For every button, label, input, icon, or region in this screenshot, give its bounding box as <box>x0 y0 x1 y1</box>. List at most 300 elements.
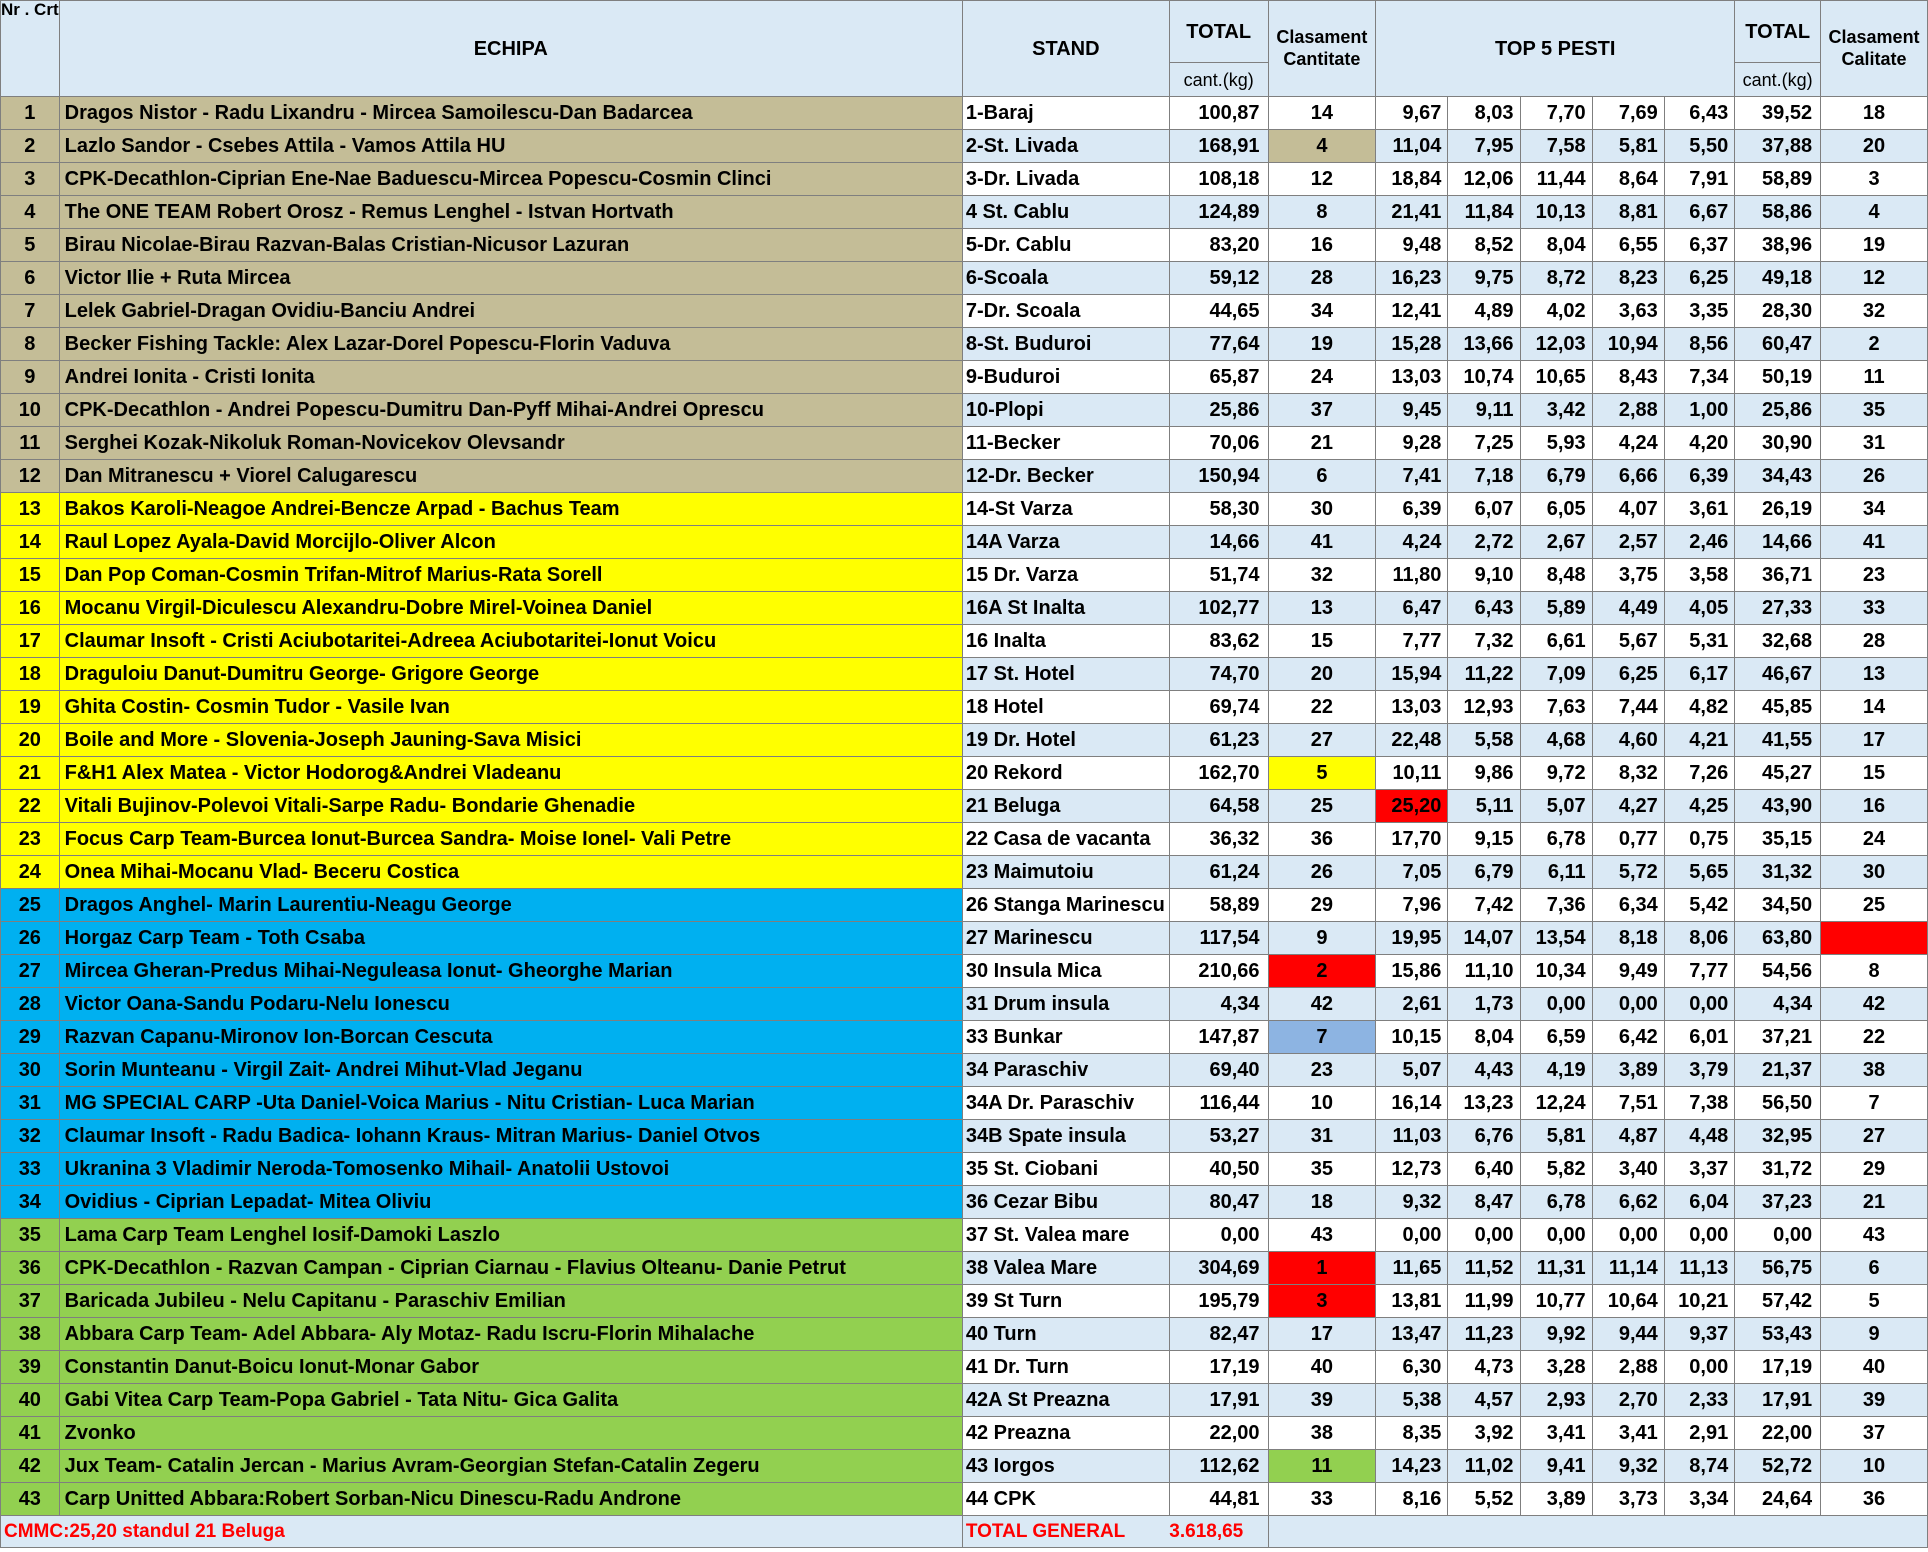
table-row <box>1 592 1928 625</box>
team-name: Dragos Anghel- Marin Laurentiu-Neagu George <box>59 889 962 922</box>
team-name: Carp Unitted Abbara:Robert Sorban-Nicu Dinescu-Radu Androne <box>59 1483 962 1516</box>
total-quantity: 51,74 <box>1169 559 1268 592</box>
fish-weight-1: 15,86 <box>1376 955 1448 988</box>
fish-weight-3: 6,78 <box>1520 1186 1592 1219</box>
rank-quality: 9 <box>1821 1318 1928 1351</box>
stand-name: 22 Casa de vacanta <box>962 823 1169 856</box>
row-number: 42 <box>1 1450 60 1483</box>
fish-weight-3: 9,92 <box>1520 1318 1592 1351</box>
fish-weight-2: 11,22 <box>1448 658 1520 691</box>
total-quantity: 150,94 <box>1169 460 1268 493</box>
team-name: Ukranina 3 Vladimir Neroda-Tomosenko Mihail- Anatolii Ustovoi <box>59 1153 962 1186</box>
row-number: 30 <box>1 1054 60 1087</box>
team-name: Victor Oana-Sandu Podaru-Nelu Ionescu <box>59 988 962 1021</box>
fish-weight-5: 5,42 <box>1664 889 1734 922</box>
total-quality: 56,75 <box>1735 1252 1821 1285</box>
rank-quality: 11 <box>1821 361 1928 394</box>
fish-weight-3: 6,59 <box>1520 1021 1592 1054</box>
total-quality: 31,32 <box>1735 856 1821 889</box>
stand-name: 9-Buduroi <box>962 361 1169 394</box>
rank-quantity: 35 <box>1268 1153 1376 1186</box>
table-row <box>1 361 1928 394</box>
rank-quantity: 20 <box>1268 658 1376 691</box>
fish-weight-3: 5,93 <box>1520 427 1592 460</box>
fish-weight-3: 8,72 <box>1520 262 1592 295</box>
total-quantity: 0,00 <box>1169 1219 1268 1252</box>
fish-weight-3: 7,36 <box>1520 889 1592 922</box>
fish-weight-5: 8,06 <box>1664 922 1734 955</box>
fish-weight-1: 11,04 <box>1376 130 1448 163</box>
total-quality: 46,67 <box>1735 658 1821 691</box>
row-number: 19 <box>1 691 60 724</box>
total-quantity: 210,66 <box>1169 955 1268 988</box>
rank-quality: 43 <box>1821 1219 1928 1252</box>
total-quality: 39,52 <box>1735 97 1821 130</box>
fish-weight-4: 3,73 <box>1592 1483 1664 1516</box>
fish-weight-2: 11,84 <box>1448 196 1520 229</box>
rank-quality: 33 <box>1821 592 1928 625</box>
total-quantity: 74,70 <box>1169 658 1268 691</box>
rank-quality: 28 <box>1821 625 1928 658</box>
team-name: F&H1 Alex Matea - Victor Hodorog&Andrei Vladeanu <box>59 757 962 790</box>
rank-quantity: 40 <box>1268 1351 1376 1384</box>
row-number: 22 <box>1 790 60 823</box>
fish-weight-3: 0,00 <box>1520 1219 1592 1252</box>
rank-quality: 37 <box>1821 1417 1928 1450</box>
rank-quality: 13 <box>1821 658 1928 691</box>
fish-weight-2: 2,72 <box>1448 526 1520 559</box>
fish-weight-1: 9,28 <box>1376 427 1448 460</box>
rank-quality: 39 <box>1821 1384 1928 1417</box>
fish-weight-1: 9,48 <box>1376 229 1448 262</box>
stand-name: 12-Dr. Becker <box>962 460 1169 493</box>
fish-weight-5: 4,05 <box>1664 592 1734 625</box>
total-quality: 37,88 <box>1735 130 1821 163</box>
total-quantity: 195,79 <box>1169 1285 1268 1318</box>
total-quality: 27,33 <box>1735 592 1821 625</box>
fish-weight-1: 10,15 <box>1376 1021 1448 1054</box>
fish-weight-5: 2,33 <box>1664 1384 1734 1417</box>
fish-weight-3: 4,19 <box>1520 1054 1592 1087</box>
rank-quality: 34 <box>1821 493 1928 526</box>
total-quantity: 17,19 <box>1169 1351 1268 1384</box>
fish-weight-2: 13,66 <box>1448 328 1520 361</box>
rank-quantity: 25 <box>1268 790 1376 823</box>
fish-weight-2: 7,25 <box>1448 427 1520 460</box>
total-quantity: 59,12 <box>1169 262 1268 295</box>
fish-weight-4: 4,49 <box>1592 592 1664 625</box>
fish-weight-3: 0,00 <box>1520 988 1592 1021</box>
fish-weight-4: 7,69 <box>1592 97 1664 130</box>
rank-quantity: 13 <box>1268 592 1376 625</box>
fish-weight-2: 8,03 <box>1448 97 1520 130</box>
stand-name: 41 Dr. Turn <box>962 1351 1169 1384</box>
fish-weight-4: 9,49 <box>1592 955 1664 988</box>
team-name: Mircea Gheran-Predus Mihai-Neguleasa Ionut- Gheorghe Marian <box>59 955 962 988</box>
fish-weight-2: 13,23 <box>1448 1087 1520 1120</box>
fish-weight-2: 12,06 <box>1448 163 1520 196</box>
table-row <box>1 1054 1928 1087</box>
fish-weight-5: 4,20 <box>1664 427 1734 460</box>
row-number: 35 <box>1 1219 60 1252</box>
fish-weight-1: 8,35 <box>1376 1417 1448 1450</box>
fish-weight-3: 2,67 <box>1520 526 1592 559</box>
rank-quality: 23 <box>1821 559 1928 592</box>
row-number: 8 <box>1 328 60 361</box>
fish-weight-1: 9,32 <box>1376 1186 1448 1219</box>
fish-weight-5: 4,25 <box>1664 790 1734 823</box>
footer-total-general <box>962 1516 1268 1548</box>
total-quantity: 36,32 <box>1169 823 1268 856</box>
total-quantity: 58,30 <box>1169 493 1268 526</box>
stand-name: 1-Baraj <box>962 97 1169 130</box>
fish-weight-4: 10,94 <box>1592 328 1664 361</box>
table-row <box>1 394 1928 427</box>
fish-weight-5: 4,21 <box>1664 724 1734 757</box>
row-number: 29 <box>1 1021 60 1054</box>
fish-weight-1: 22,48 <box>1376 724 1448 757</box>
total-quantity: 124,89 <box>1169 196 1268 229</box>
rank-quality: 20 <box>1821 130 1928 163</box>
table-header <box>1 1 1928 97</box>
fish-weight-2: 7,42 <box>1448 889 1520 922</box>
fish-weight-1: 9,45 <box>1376 394 1448 427</box>
header-team: ECHIPA <box>59 1 962 97</box>
fish-weight-5: 0,00 <box>1664 1219 1734 1252</box>
fish-weight-4: 3,63 <box>1592 295 1664 328</box>
fish-weight-1: 13,03 <box>1376 361 1448 394</box>
total-quantity: 112,62 <box>1169 1450 1268 1483</box>
table-row <box>1 130 1928 163</box>
total-quality: 30,90 <box>1735 427 1821 460</box>
rank-quality: 15 <box>1821 757 1928 790</box>
fish-weight-2: 5,52 <box>1448 1483 1520 1516</box>
fish-weight-3: 2,93 <box>1520 1384 1592 1417</box>
table-row <box>1 1417 1928 1450</box>
fish-weight-5: 6,37 <box>1664 229 1734 262</box>
fish-weight-1: 12,73 <box>1376 1153 1448 1186</box>
stand-name: 40 Turn <box>962 1318 1169 1351</box>
team-name: Abbara Carp Team- Adel Abbara- Aly Motaz- Radu Iscru-Florin Mihalache <box>59 1318 962 1351</box>
fish-weight-5: 6,39 <box>1664 460 1734 493</box>
total-quantity: 17,91 <box>1169 1384 1268 1417</box>
table-row <box>1 1285 1928 1318</box>
fish-weight-1: 14,23 <box>1376 1450 1448 1483</box>
rank-quantity: 8 <box>1268 196 1376 229</box>
total-quality: 25,86 <box>1735 394 1821 427</box>
team-name: Becker Fishing Tackle: Alex Lazar-Dorel Popescu-Florin Vaduva <box>59 328 962 361</box>
team-name: Constantin Danut-Boicu Ionut-Monar Gabor <box>59 1351 962 1384</box>
fish-weight-5: 0,75 <box>1664 823 1734 856</box>
total-quality: 17,19 <box>1735 1351 1821 1384</box>
stand-name: 15 Dr. Varza <box>962 559 1169 592</box>
fish-weight-1: 25,20 <box>1376 790 1448 823</box>
total-quality: 50,19 <box>1735 361 1821 394</box>
stand-name: 8-St. Buduroi <box>962 328 1169 361</box>
fish-weight-4: 9,44 <box>1592 1318 1664 1351</box>
rank-quantity: 33 <box>1268 1483 1376 1516</box>
table-row <box>1 163 1928 196</box>
fish-weight-4: 2,70 <box>1592 1384 1664 1417</box>
fish-weight-5: 10,21 <box>1664 1285 1734 1318</box>
fish-weight-1: 12,41 <box>1376 295 1448 328</box>
fish-weight-5: 8,56 <box>1664 328 1734 361</box>
rank-quality: 42 <box>1821 988 1928 1021</box>
table-row <box>1 922 1928 955</box>
table-row <box>1 988 1928 1021</box>
fish-weight-3: 7,58 <box>1520 130 1592 163</box>
fish-weight-2: 7,18 <box>1448 460 1520 493</box>
team-name: Dan Mitranescu + Viorel Calugarescu <box>59 460 962 493</box>
fish-weight-5: 6,01 <box>1664 1021 1734 1054</box>
row-number: 39 <box>1 1351 60 1384</box>
fish-weight-2: 10,74 <box>1448 361 1520 394</box>
fish-weight-5: 6,04 <box>1664 1186 1734 1219</box>
total-quality: 57,42 <box>1735 1285 1821 1318</box>
table-row <box>1 229 1928 262</box>
fish-weight-3: 5,81 <box>1520 1120 1592 1153</box>
fish-weight-4: 7,44 <box>1592 691 1664 724</box>
team-name: Ghita Costin- Cosmin Tudor - Vasile Ivan <box>59 691 962 724</box>
fish-weight-5: 3,79 <box>1664 1054 1734 1087</box>
header-total-qty-unit: cant.(kg) <box>1169 63 1268 97</box>
rank-quantity: 7 <box>1268 1021 1376 1054</box>
total-quality: 26,19 <box>1735 493 1821 526</box>
fish-weight-2: 8,52 <box>1448 229 1520 262</box>
fish-weight-4: 3,40 <box>1592 1153 1664 1186</box>
total-quantity: 4,34 <box>1169 988 1268 1021</box>
fish-weight-1: 6,47 <box>1376 592 1448 625</box>
footer-cmmc: CMMC:25,20 standul 21 Beluga <box>1 1516 963 1548</box>
fish-weight-3: 3,89 <box>1520 1483 1592 1516</box>
total-quantity: 70,06 <box>1169 427 1268 460</box>
total-quality: 60,47 <box>1735 328 1821 361</box>
table-row <box>1 328 1928 361</box>
table-row <box>1 1384 1928 1417</box>
fish-weight-4: 4,24 <box>1592 427 1664 460</box>
team-name: Birau Nicolae-Birau Razvan-Balas Cristian-Nicusor Lazuran <box>59 229 962 262</box>
fish-weight-5: 6,17 <box>1664 658 1734 691</box>
rank-quality: 25 <box>1821 889 1928 922</box>
total-quantity: 117,54 <box>1169 922 1268 955</box>
row-number: 36 <box>1 1252 60 1285</box>
header-nr: Nr . Crt <box>1 1 60 97</box>
fish-weight-2: 8,47 <box>1448 1186 1520 1219</box>
team-name: Claumar Insoft - Radu Badica- Iohann Kraus- Mitran Marius- Daniel Otvos <box>59 1120 962 1153</box>
team-name: Bakos Karoli-Neagoe Andrei-Bencze Arpad - Bachus Team <box>59 493 962 526</box>
fish-weight-3: 3,28 <box>1520 1351 1592 1384</box>
fish-weight-4: 8,43 <box>1592 361 1664 394</box>
rank-quality: 41 <box>1821 526 1928 559</box>
fish-weight-2: 6,79 <box>1448 856 1520 889</box>
fish-weight-3: 10,65 <box>1520 361 1592 394</box>
fish-weight-2: 11,52 <box>1448 1252 1520 1285</box>
stand-name: 42A St Preazna <box>962 1384 1169 1417</box>
table-row <box>1 493 1928 526</box>
fish-weight-1: 21,41 <box>1376 196 1448 229</box>
table-row <box>1 625 1928 658</box>
stand-name: 34A Dr. Paraschiv <box>962 1087 1169 1120</box>
fish-weight-5: 7,91 <box>1664 163 1734 196</box>
stand-name: 33 Bunkar <box>962 1021 1169 1054</box>
team-name: Dan Pop Coman-Cosmin Trifan-Mitrof Marius-Rata Sorell <box>59 559 962 592</box>
row-number: 14 <box>1 526 60 559</box>
stand-name: 4 St. Cablu <box>962 196 1169 229</box>
rank-quantity: 36 <box>1268 823 1376 856</box>
table-row <box>1 1252 1928 1285</box>
stand-name: 26 Stanga Marinescu <box>962 889 1169 922</box>
fish-weight-2: 4,43 <box>1448 1054 1520 1087</box>
fish-weight-5: 0,00 <box>1664 1351 1734 1384</box>
fish-weight-1: 7,41 <box>1376 460 1448 493</box>
fish-weight-1: 15,94 <box>1376 658 1448 691</box>
total-quantity: 65,87 <box>1169 361 1268 394</box>
total-quality: 58,86 <box>1735 196 1821 229</box>
fish-weight-4: 4,27 <box>1592 790 1664 823</box>
row-number: 17 <box>1 625 60 658</box>
fish-weight-4: 8,23 <box>1592 262 1664 295</box>
rank-quantity: 12 <box>1268 163 1376 196</box>
team-name: Razvan Capanu-Mironov Ion-Borcan Cescuta <box>59 1021 962 1054</box>
stand-name: 44 CPK <box>962 1483 1169 1516</box>
total-quality: 4,34 <box>1735 988 1821 1021</box>
header-total-qty: TOTAL <box>1169 1 1268 63</box>
rank-quantity: 16 <box>1268 229 1376 262</box>
fish-weight-4: 0,00 <box>1592 1219 1664 1252</box>
fish-weight-5: 3,34 <box>1664 1483 1734 1516</box>
fish-weight-2: 4,57 <box>1448 1384 1520 1417</box>
fish-weight-3: 8,48 <box>1520 559 1592 592</box>
team-name: Claumar Insoft - Cristi Aciubotaritei-Adreea Aciubotaritei-Ionut Voicu <box>59 625 962 658</box>
fish-weight-3: 8,04 <box>1520 229 1592 262</box>
rank-quality: 21 <box>1821 1186 1928 1219</box>
fish-weight-5: 3,61 <box>1664 493 1734 526</box>
rank-quantity: 30 <box>1268 493 1376 526</box>
team-name: Vitali Bujinov-Polevoi Vitali-Sarpe Radu- Bondarie Ghenadie <box>59 790 962 823</box>
row-number: 33 <box>1 1153 60 1186</box>
team-name: Lama Carp Team Lenghel Iosif-Damoki Laszlo <box>59 1219 962 1252</box>
fish-weight-3: 5,89 <box>1520 592 1592 625</box>
total-quality: 35,15 <box>1735 823 1821 856</box>
rank-quality: 14 <box>1821 691 1928 724</box>
table-row <box>1 427 1928 460</box>
fish-weight-5: 0,00 <box>1664 988 1734 1021</box>
team-name: Gabi Vitea Carp Team-Popa Gabriel - Tata Nitu- Gica Galita <box>59 1384 962 1417</box>
fish-weight-4: 3,89 <box>1592 1054 1664 1087</box>
row-number: 38 <box>1 1318 60 1351</box>
header-rank-qty: Clasament Cantitate <box>1268 1 1376 97</box>
stand-name: 36 Cezar Bibu <box>962 1186 1169 1219</box>
fish-weight-3: 10,13 <box>1520 196 1592 229</box>
table-row <box>1 559 1928 592</box>
row-number: 3 <box>1 163 60 196</box>
total-quality: 63,80 <box>1735 922 1821 955</box>
fish-weight-3: 6,61 <box>1520 625 1592 658</box>
fish-weight-2: 5,11 <box>1448 790 1520 823</box>
fish-weight-5: 9,37 <box>1664 1318 1734 1351</box>
total-quality: 32,95 <box>1735 1120 1821 1153</box>
fish-weight-3: 7,70 <box>1520 97 1592 130</box>
rank-quality: 40 <box>1821 1351 1928 1384</box>
table-row <box>1 1120 1928 1153</box>
fish-weight-1: 4,24 <box>1376 526 1448 559</box>
fish-weight-3: 10,77 <box>1520 1285 1592 1318</box>
rank-quantity: 38 <box>1268 1417 1376 1450</box>
team-name: CPK-Decathlon - Razvan Campan - Ciprian Ciarnau - Flavius Olteanu- Danie Petrut <box>59 1252 962 1285</box>
row-number: 7 <box>1 295 60 328</box>
team-name: CPK-Decathlon-Ciprian Ene-Nae Baduescu-Mircea Popescu-Cosmin Clinci <box>59 163 962 196</box>
rank-quantity: 18 <box>1268 1186 1376 1219</box>
fish-weight-2: 9,75 <box>1448 262 1520 295</box>
total-quantity: 168,91 <box>1169 130 1268 163</box>
total-quality: 56,50 <box>1735 1087 1821 1120</box>
stand-name: 16A St Inalta <box>962 592 1169 625</box>
fish-weight-5: 3,37 <box>1664 1153 1734 1186</box>
fish-weight-4: 5,72 <box>1592 856 1664 889</box>
team-name: Dragos Nistor - Radu Lixandru - Mircea Samoilescu-Dan Badarcea <box>59 97 962 130</box>
fish-weight-3: 6,11 <box>1520 856 1592 889</box>
fish-weight-2: 3,92 <box>1448 1417 1520 1450</box>
total-quality: 45,27 <box>1735 757 1821 790</box>
header-total-quality-unit: cant.(kg) <box>1735 63 1821 97</box>
table-row <box>1 97 1928 130</box>
row-number: 41 <box>1 1417 60 1450</box>
fish-weight-2: 4,89 <box>1448 295 1520 328</box>
rank-quantity: 17 <box>1268 1318 1376 1351</box>
total-quantity: 61,23 <box>1169 724 1268 757</box>
fish-weight-5: 6,43 <box>1664 97 1734 130</box>
stand-name: 2-St. Livada <box>962 130 1169 163</box>
team-name: MG SPECIAL CARP -Uta Daniel-Voica Marius - Nitu Cristian- Luca Marian <box>59 1087 962 1120</box>
rank-quantity: 6 <box>1268 460 1376 493</box>
stand-name: 39 St Turn <box>962 1285 1169 1318</box>
fish-weight-2: 9,10 <box>1448 559 1520 592</box>
row-number: 23 <box>1 823 60 856</box>
fish-weight-2: 9,11 <box>1448 394 1520 427</box>
fish-weight-3: 6,05 <box>1520 493 1592 526</box>
fish-weight-1: 7,05 <box>1376 856 1448 889</box>
table-row <box>1 1351 1928 1384</box>
rank-quality: 1 <box>1821 922 1928 955</box>
rank-quality: 6 <box>1821 1252 1928 1285</box>
total-quantity: 82,47 <box>1169 1318 1268 1351</box>
fish-weight-3: 9,72 <box>1520 757 1592 790</box>
fish-weight-2: 11,02 <box>1448 1450 1520 1483</box>
fish-weight-2: 12,93 <box>1448 691 1520 724</box>
fish-weight-2: 8,04 <box>1448 1021 1520 1054</box>
fish-weight-1: 7,96 <box>1376 889 1448 922</box>
row-number: 24 <box>1 856 60 889</box>
stand-name: 34B Spate insula <box>962 1120 1169 1153</box>
fish-weight-2: 6,40 <box>1448 1153 1520 1186</box>
table-row <box>1 955 1928 988</box>
rank-quality: 7 <box>1821 1087 1928 1120</box>
fish-weight-1: 15,28 <box>1376 328 1448 361</box>
total-quantity: 69,40 <box>1169 1054 1268 1087</box>
row-number: 40 <box>1 1384 60 1417</box>
fish-weight-1: 5,07 <box>1376 1054 1448 1087</box>
footer-total-label: TOTAL GENERAL <box>965 1521 1126 1542</box>
fish-weight-1: 7,77 <box>1376 625 1448 658</box>
table-row <box>1 889 1928 922</box>
rank-quantity: 1 <box>1268 1252 1376 1285</box>
stand-name: 38 Valea Mare <box>962 1252 1169 1285</box>
rank-quality: 2 <box>1821 328 1928 361</box>
row-number: 10 <box>1 394 60 427</box>
stand-name: 7-Dr. Scoala <box>962 295 1169 328</box>
fish-weight-5: 7,26 <box>1664 757 1734 790</box>
total-quality: 37,21 <box>1735 1021 1821 1054</box>
